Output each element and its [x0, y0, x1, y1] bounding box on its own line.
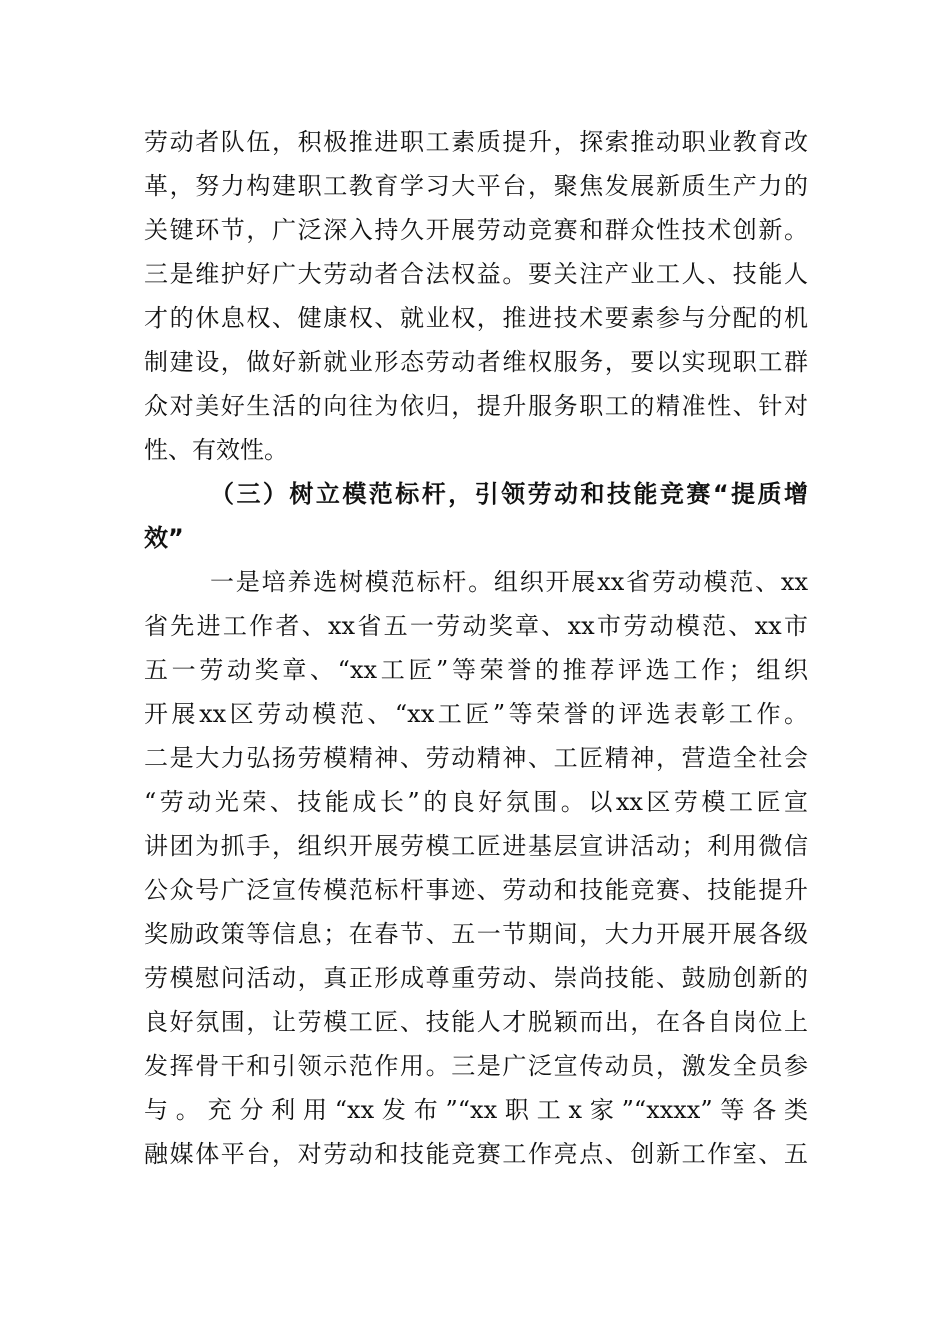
paragraph-model-benchmarks	[144, 560, 808, 1176]
text-line: 与。充分利用“xx发布”“xx职工x家”“xxxx”等各类	[144, 1096, 808, 1124]
text-line: 融媒体平台，对劳动和技能竞赛工作亮点、创新工作室、五	[144, 1140, 808, 1168]
text-line: 关键环节，广泛深入持久开展劳动竞赛和群众性技术创新。	[144, 216, 808, 244]
text-line: 讲团为抓手，组织开展劳模工匠进基层宣讲活动；利用微信	[144, 832, 808, 860]
text-line: 省先进工作者、xx省五一劳动奖章、xx市劳动模范、xx市	[144, 612, 808, 640]
text-line: 性、有效性。	[144, 436, 288, 464]
paragraph-worker-rights	[144, 120, 808, 472]
document-page	[144, 120, 808, 1176]
section-heading	[144, 472, 808, 560]
text-line: 制建设，做好新就业形态劳动者维权服务，要以实现职工群	[144, 348, 808, 376]
text-line: 五一劳动奖章、“xx工匠”等荣誉的推荐评选工作；组织	[144, 656, 808, 684]
text-line: 开展xx区劳动模范、“xx工匠”等荣誉的评选表彰工作。	[144, 700, 808, 728]
text-line: 公众号广泛宣传模范标杆事迹、劳动和技能竞赛、技能提升	[144, 876, 808, 904]
heading-line: 效”	[144, 524, 184, 552]
text-line: 二是大力弘扬劳模精神、劳动精神、工匠精神，营造全社会	[144, 744, 808, 772]
text-line: “劳动光荣、技能成长”的良好氛围。以xx区劳模工匠宣	[144, 788, 808, 816]
text-line: 奖励政策等信息；在春节、五一节期间，大力开展开展各级	[144, 920, 808, 948]
text-line: 劳模慰问活动，真正形成尊重劳动、崇尚技能、鼓励创新的	[144, 964, 808, 992]
text-line: 三是维护好广大劳动者合法权益。要关注产业工人、技能人	[144, 260, 808, 288]
text-line: 才的休息权、健康权、就业权，推进技术要素参与分配的机	[144, 304, 808, 332]
text-line: 良好氛围，让劳模工匠、技能人才脱颖而出，在各自岗位上	[144, 1008, 808, 1036]
text-line: 众对美好生活的向往为依归，提升服务职工的精准性、针对	[144, 392, 808, 420]
heading-line: （三）树立模范标杆，引领劳动和技能竞赛“提质增	[210, 480, 808, 508]
text-line: 革，努力构建职工教育学习大平台，聚焦发展新质生产力的	[144, 172, 808, 200]
text-line: 一是培养选树模范标杆。组织开展xx省劳动模范、xx	[210, 568, 808, 596]
text-line: 劳动者队伍，积极推进职工素质提升，探索推动职业教育改	[144, 128, 808, 156]
text-line: 发挥骨干和引领示范作用。三是广泛宣传动员，激发全员参	[144, 1052, 808, 1080]
